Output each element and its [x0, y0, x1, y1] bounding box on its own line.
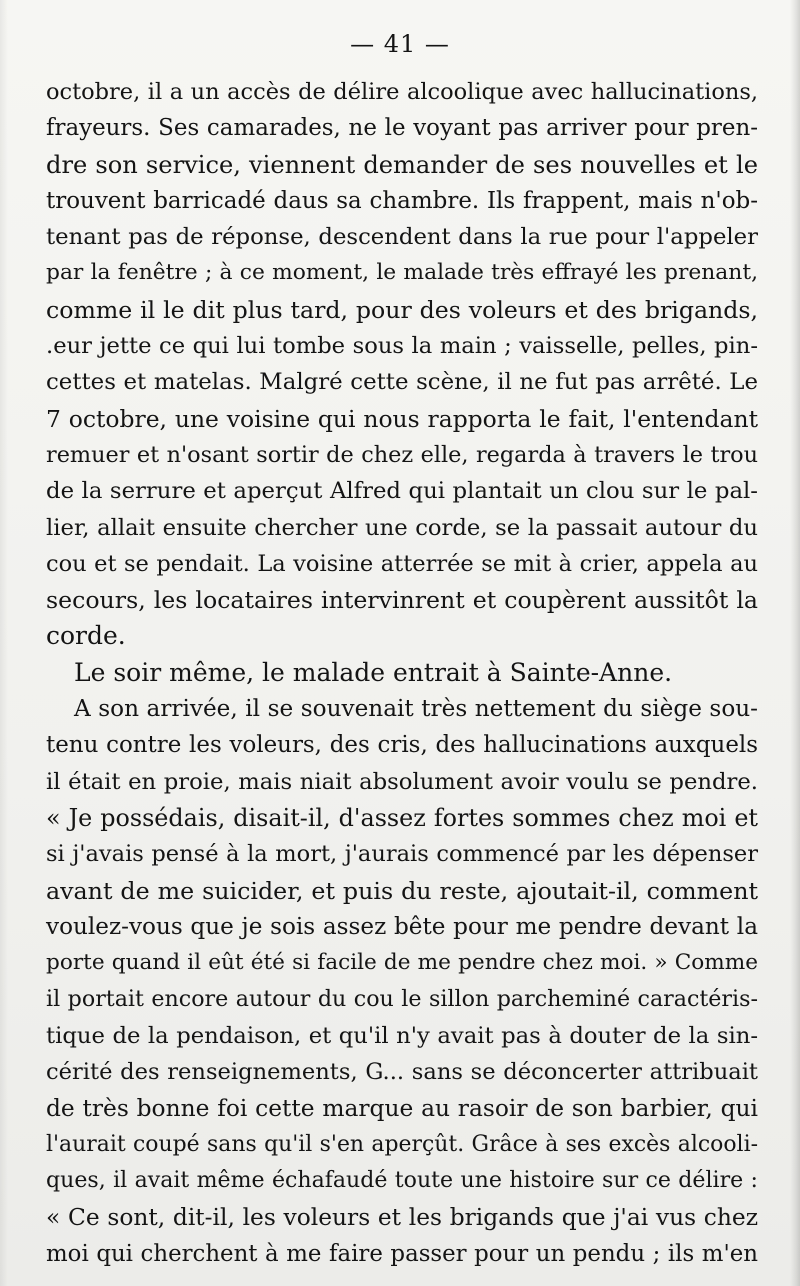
text-line: l'aurait coupé sans qu'il s'en aperçût. Grâce à ses excès alcooli-	[46, 1131, 758, 1157]
page-number: — 41 —	[350, 30, 450, 58]
text-line: ques, il avait même échafaudé toute une histoire sur ce délire :	[46, 1167, 758, 1193]
text-line: de la serrure et aperçut Alfred qui plantait un clou sur le pal-	[46, 478, 758, 505]
text-line: porte quand il eût été si facile de me pendre chez moi. » Comme	[46, 950, 758, 976]
text-line: si j'avais pensé à la mort, j'aurais commencé par les dépenser	[46, 841, 758, 868]
body-text	[46, 74, 758, 1272]
text-line: par la fenêtre ; à ce moment, le malade très effrayé les prenant,	[46, 260, 758, 286]
page-right-shadow	[790, 0, 800, 1286]
text-line: remuer et n'osant sortir de chez elle, regarda à travers le trou	[46, 441, 758, 468]
text-line: comme il le dit plus tard, pour des voleurs et des brigands,	[46, 295, 758, 324]
text-line: il était en proie, mais niait absolument avoir voulu se pendre.	[46, 768, 758, 795]
paragraph-line: Le soir même, le malade entrait à Sainte-Anne.	[74, 657, 673, 687]
text-line: de très bonne foi cette marque au rasoir de son barbier, qui	[46, 1094, 758, 1123]
text-line: voulez-vous que je sois assez bête pour me pendre devant la	[46, 913, 758, 940]
text-line: il portait encore autour du cou le sillon parcheminé caractéris-	[46, 986, 758, 1013]
paragraph-start-line: A son arrivée, il se souvenait très nettement du siège sou-	[74, 695, 758, 723]
text-line: avant de me suicider, et puis du reste, ajoutait-il, comment	[46, 876, 758, 905]
text-line: .eur jette ce qui lui tombe sous la main ; vaisselle, pelles, pin-	[46, 333, 758, 360]
text-line: cérité des renseignements, G... sans se déconcerter attribuait	[46, 1059, 758, 1086]
text-line: « Ce sont, dit-il, les voleurs et les brigands que j'ai vus chez	[46, 1203, 758, 1232]
text-line: lier, allait ensuite chercher une corde, se la passait autour du	[46, 514, 758, 541]
text-line: tenu contre les voleurs, des cris, des hallucinations auxquels	[46, 732, 758, 759]
text-line: 7 octobre, une voisine qui nous rapporta le fait, l'entendant	[46, 404, 758, 433]
text-line: tique de la pendaison, et qu'il n'y avait pas à douter de la sin-	[46, 1022, 758, 1049]
text-line: secours, les locataires intervinrent et coupèrent aussitôt la	[46, 586, 758, 615]
text-line: octobre, il a un accès de délire alcoolique avec hallucinations,	[46, 79, 758, 105]
text-line: tenant pas de réponse, descendent dans la rue pour l'appeler	[46, 224, 758, 251]
text-line: cou et se pendait. La voisine atterrée se mit à crier, appela au	[46, 550, 758, 577]
text-line: trouvent barricadé daus sa chambre. Ils frappent, mais n'ob-	[46, 187, 758, 214]
text-line: moi qui cherchent à me faire passer pour un pendu ; ils m'en	[46, 1240, 758, 1267]
page-left-shadow	[0, 0, 8, 1286]
paragraph-end-line: corde.	[46, 621, 126, 651]
text-line: « Je possédais, disait-il, d'assez fortes sommes chez moi et	[46, 803, 758, 832]
text-line: cettes et matelas. Malgré cette scène, il ne fut pas arrêté. Le	[46, 369, 758, 396]
text-line: frayeurs. Ses camarades, ne le voyant pas arriver pour pren-	[46, 115, 758, 142]
text-line: dre son service, viennent demander de ses nouvelles et le	[46, 150, 758, 179]
